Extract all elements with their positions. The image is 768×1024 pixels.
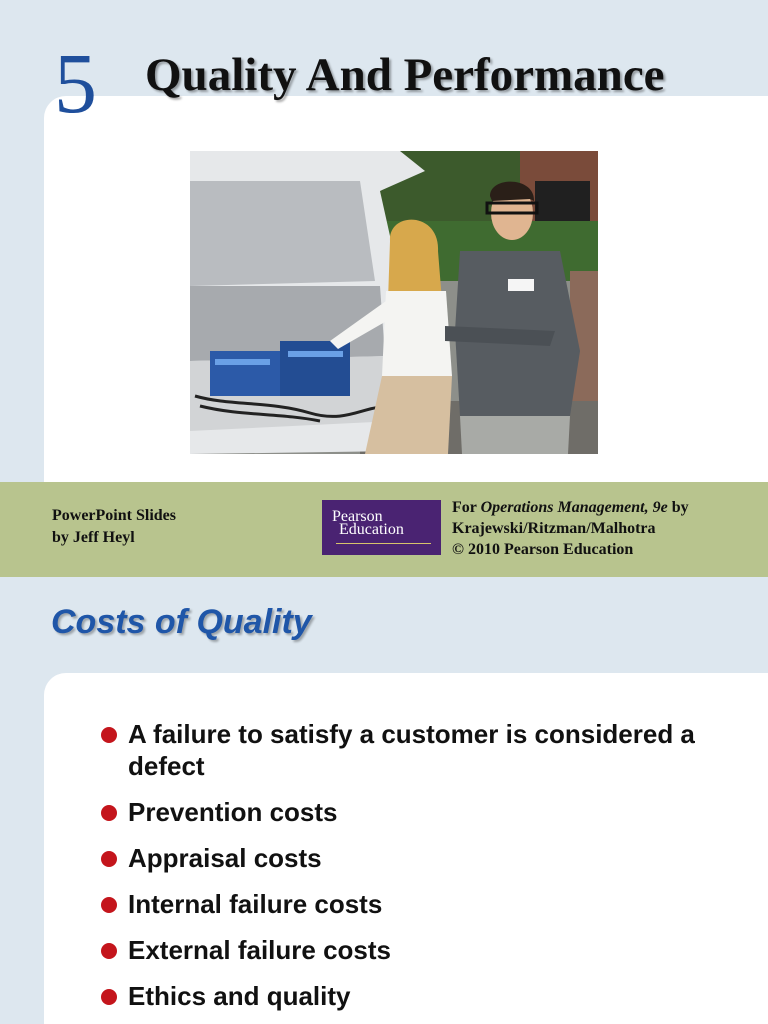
credit-line-2: by Jeff Heyl xyxy=(52,529,135,546)
bullet-item xyxy=(100,934,700,966)
bullet-text: Internal failure costs xyxy=(128,889,383,919)
bullet-item xyxy=(100,980,700,1012)
bullet-item xyxy=(100,842,700,874)
book-copyright: © 2010 Pearson Education xyxy=(452,541,634,558)
bullet-text: Ethics and quality xyxy=(128,981,351,1011)
book-credit xyxy=(452,497,689,560)
bullet-text: Appraisal costs xyxy=(128,843,322,873)
photo-two-people-by-car-with-equipment-icon xyxy=(190,151,598,454)
costs-of-quality-slide xyxy=(0,577,768,1024)
slide-title: Quality And Performance xyxy=(145,49,665,101)
bullet-list xyxy=(100,718,700,1024)
bullet-text: Prevention costs xyxy=(128,797,338,827)
book-suffix: by xyxy=(667,499,689,516)
bullet-dot-icon xyxy=(101,805,117,821)
logo-line-1: Pearson xyxy=(332,508,383,525)
chapter-number: 5 xyxy=(54,35,97,131)
bullet-dot-icon xyxy=(101,727,117,743)
bullet-item xyxy=(100,718,700,782)
pearson-education-logo xyxy=(322,500,441,555)
bullet-item xyxy=(100,796,700,828)
bullet-dot-icon xyxy=(101,851,117,867)
slide-heading: Costs of Quality xyxy=(51,603,312,641)
powerpoint-credit xyxy=(52,505,176,549)
cover-photo xyxy=(190,151,598,454)
bullet-text: External failure costs xyxy=(128,935,391,965)
bullet-item xyxy=(100,888,700,920)
bullet-dot-icon xyxy=(101,897,117,913)
credit-line-1: PowerPoint Slides xyxy=(52,507,176,524)
bullet-dot-icon xyxy=(101,943,117,959)
book-authors: Krajewski/Ritzman/Malhotra xyxy=(452,520,656,537)
book-title: Operations Management, 9e xyxy=(480,499,668,516)
logo-rule xyxy=(336,543,431,544)
bullet-text: A failure to satisfy a customer is considered a defect xyxy=(128,719,695,781)
book-credit-line-1 xyxy=(452,497,689,518)
bullet-dot-icon xyxy=(101,989,117,1005)
logo-line-2: Education xyxy=(339,521,404,538)
book-prefix: For xyxy=(452,499,481,516)
